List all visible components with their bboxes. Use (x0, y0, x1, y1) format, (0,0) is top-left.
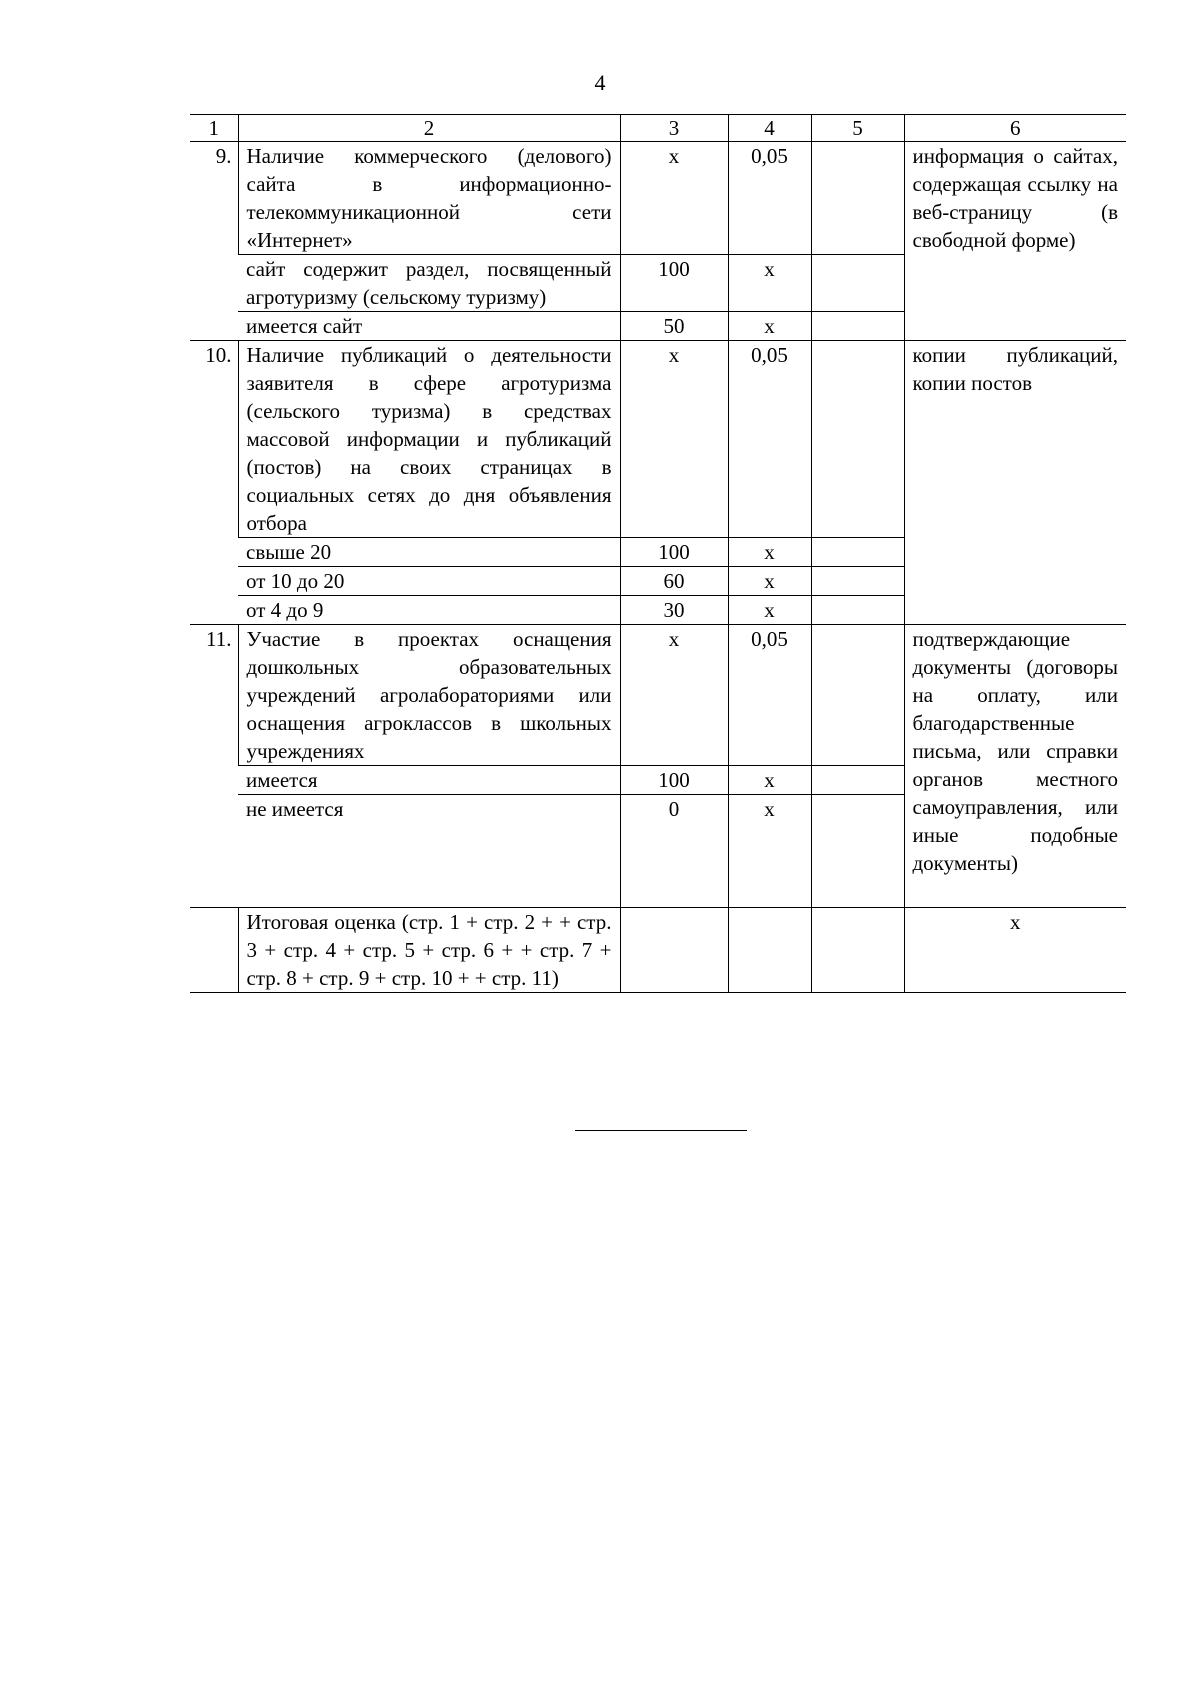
option-label: сайт содержит раздел, посвященный агротуризму (сельскому туризму) (238, 255, 620, 312)
table-header-row (190, 115, 1126, 142)
option-label: имеется сайт (238, 312, 620, 341)
weight-cell: х (728, 596, 811, 625)
note-cell: подтверждающие документы (договоры на оплату, или благодарственные письма, или справки органов местного самоуправления, или иные подобные документы) (904, 625, 1126, 908)
points-cell: х (620, 142, 728, 255)
option-label: имеется (238, 766, 620, 795)
value-cell (811, 766, 904, 795)
criteria-table-body (190, 115, 1126, 993)
weight-cell: х (728, 567, 811, 596)
note-cell: информация о сайтах, содержащая ссылку на веб-страницу (в свободной форме) (904, 142, 1126, 341)
points-cell: 50 (620, 312, 728, 341)
weight-cell: х (728, 538, 811, 567)
value-cell (811, 142, 904, 255)
value-cell (811, 341, 904, 538)
column-header: 2 (238, 115, 620, 142)
weight-cell: 0,05 (728, 625, 811, 766)
column-header: 5 (811, 115, 904, 142)
column-header: 1 (190, 115, 238, 142)
value-cell (811, 908, 904, 993)
total-row (190, 908, 1126, 993)
points-cell: 100 (620, 255, 728, 312)
note-cell: х (904, 908, 1126, 993)
table-row (190, 341, 1126, 538)
weight-cell: 0,05 (728, 341, 811, 538)
weight-cell (728, 908, 811, 993)
column-header: 6 (904, 115, 1126, 142)
option-label: от 10 до 20 (238, 567, 620, 596)
value-cell (811, 567, 904, 596)
criterion-text: Наличие коммерческого (делового) сайта в информационно-телекоммуникационной сети «Интернет» (238, 142, 620, 255)
column-header: 3 (620, 115, 728, 142)
points-cell: 100 (620, 538, 728, 567)
weight-cell: х (728, 795, 811, 908)
note-cell: копии публикаций, копии постов (904, 341, 1126, 625)
value-cell (811, 625, 904, 766)
weight-cell: х (728, 766, 811, 795)
points-cell: 60 (620, 567, 728, 596)
points-cell: 0 (620, 795, 728, 908)
table-row (190, 625, 1126, 766)
end-separator-line (575, 1130, 747, 1131)
points-cell: х (620, 625, 728, 766)
criteria-table (190, 114, 1126, 993)
criterion-text: Участие в проектах оснащения дошкольных образовательных учреждений агролабораториями или оснащения агроклассов в школьных учреждениях (238, 625, 620, 766)
option-label: свыше 20 (238, 538, 620, 567)
value-cell (811, 255, 904, 312)
row-number: 11. (190, 625, 238, 908)
value-cell (811, 795, 904, 908)
weight-cell: х (728, 255, 811, 312)
column-header: 4 (728, 115, 811, 142)
weight-cell: х (728, 312, 811, 341)
value-cell (811, 312, 904, 341)
value-cell (811, 538, 904, 567)
points-cell: х (620, 341, 728, 538)
row-number: 9. (215, 144, 232, 168)
points-cell: 100 (620, 766, 728, 795)
row-number: 10. (190, 341, 238, 625)
option-label: от 4 до 9 (238, 596, 620, 625)
criterion-text: Наличие публикаций о деятельности заявителя в сфере агротуризма (сельского туризма) в средствах массовой информации и публикаций (постов) на своих страницах в социальных сетях до дня объявления отбора (238, 341, 620, 538)
value-cell (811, 596, 904, 625)
table-row (190, 142, 1126, 255)
row-number (190, 908, 238, 993)
total-label: Итоговая оценка (стр. 1 + стр. 2 + + стр. 3 + стр. 4 + стр. 5 + стр. 6 + + стр. 7 + стр. 8 + стр. 9 + стр. 10 + + стр. 11) (238, 908, 620, 993)
points-cell: 30 (620, 596, 728, 625)
points-cell (620, 908, 728, 993)
option-label: не имеется (238, 795, 620, 908)
page-number: 4 (594, 70, 606, 95)
weight-cell: 0,05 (728, 142, 811, 255)
